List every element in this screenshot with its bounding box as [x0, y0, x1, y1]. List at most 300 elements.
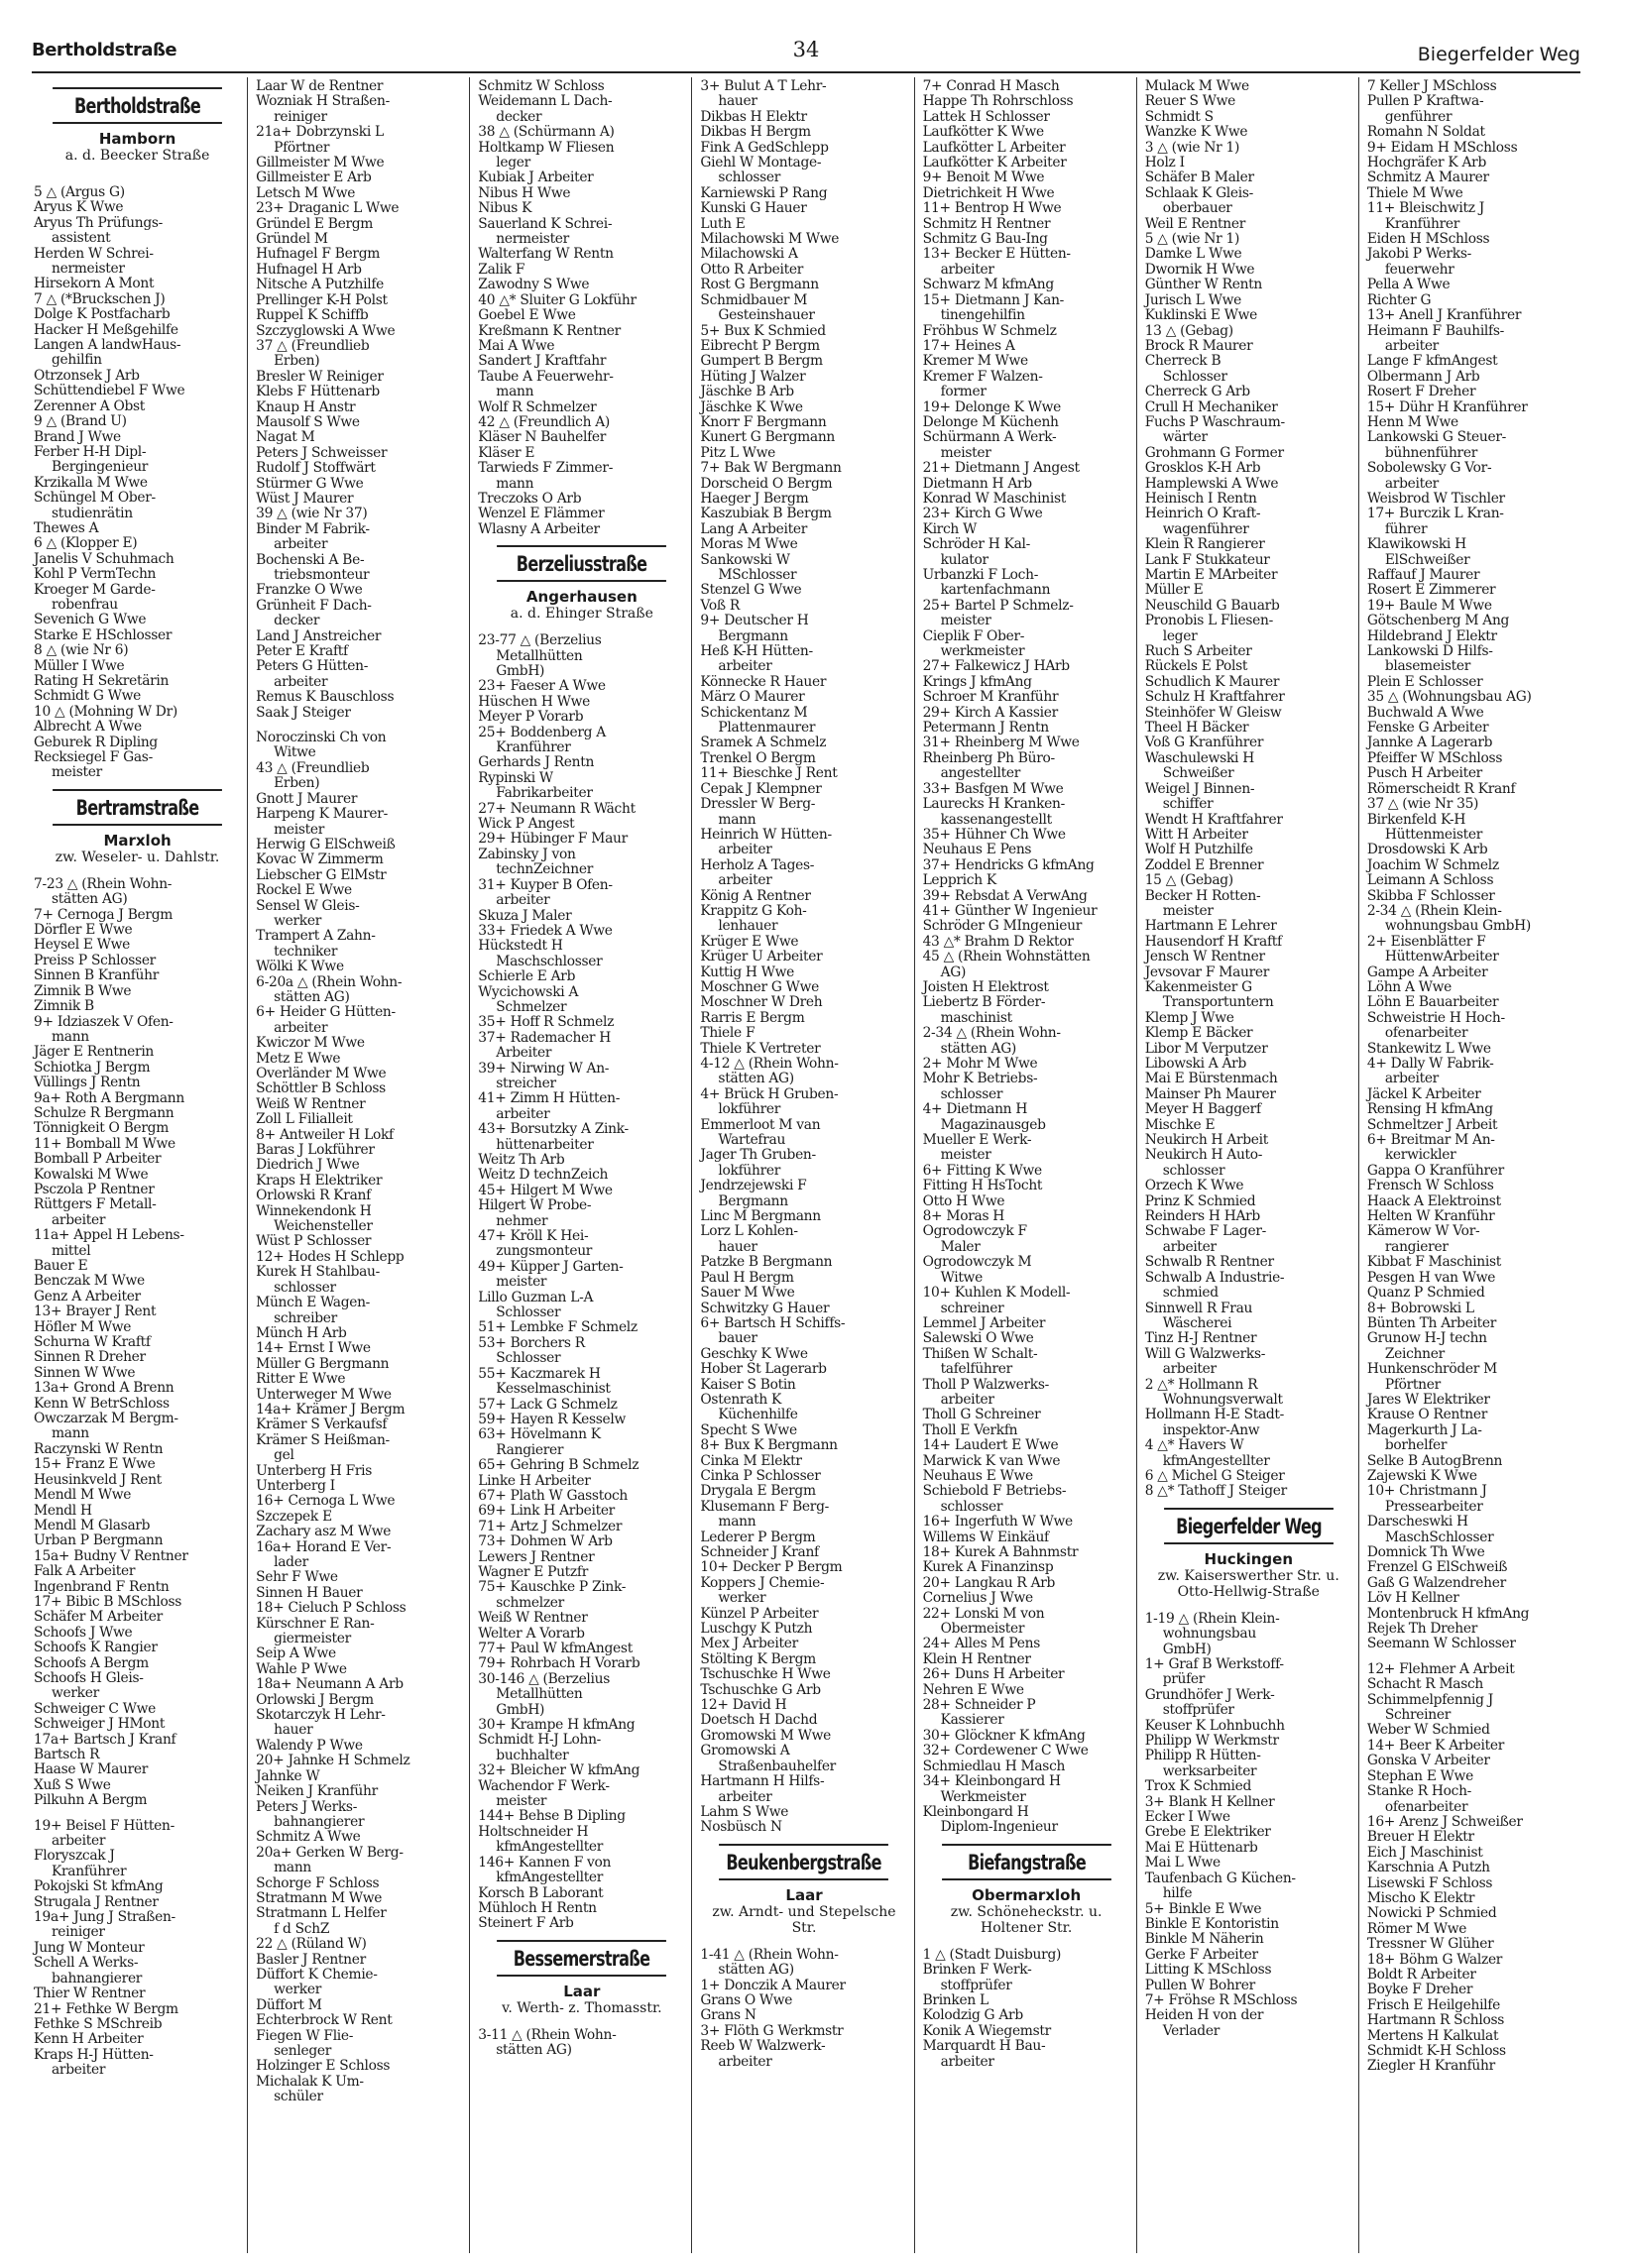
directory-entry: Schmidt K-H Schloss — [1366, 2043, 1506, 2059]
district-name: Angerhausen — [525, 588, 638, 607]
entry-continuation: hauer — [718, 1238, 757, 1255]
directory-entry: Heß K-H Hütten- — [700, 643, 813, 660]
directory-entry: Sinnen H Bauer — [256, 1584, 363, 1601]
directory-entry: Urban P Bergmann — [34, 1532, 164, 1549]
entry-continuation: AG) — [940, 964, 967, 980]
directory-entry: Rensing H kfmAng — [1366, 1101, 1493, 1118]
entry-continuation: decker — [274, 613, 320, 629]
directory-entry: Seemann W Schlosser — [1366, 1636, 1516, 1652]
directory-entry: Gumpert B Bergm — [700, 353, 823, 370]
directory-entry: Schudlich K Maurer — [1144, 673, 1280, 690]
directory-entry: Schlaak K Gleis- — [1144, 184, 1254, 201]
entry-continuation: leger — [1162, 627, 1198, 644]
directory-entry: Moschner G Wwe — [700, 978, 819, 995]
directory-entry: 13+ Becker E Hütten- — [922, 246, 1071, 263]
directory-entry: 41+ Günther W Ingenieur — [922, 902, 1098, 919]
directory-entry: Magerkurth J La- — [1366, 1421, 1482, 1438]
directory-entry: Löhn A Wwe — [1366, 978, 1452, 995]
directory-entry: Krings J kfmAng — [922, 673, 1032, 690]
entry-continuation: werker — [274, 1982, 322, 1998]
directory-entry: 16+ Arenz J Schweißer — [1366, 1813, 1523, 1830]
directory-entry: Leimann A Schloss — [1366, 872, 1494, 889]
directory-entry: Schüttendiebel F Wwe — [34, 383, 185, 399]
directory-entry: Rejek Th Dreher — [1366, 1621, 1478, 1638]
directory-entry: Nowicki P Schmied — [1366, 1905, 1497, 1922]
directory-entry: Dietrichkeit H Wwe — [922, 184, 1055, 201]
entry-continuation: kfmAngestellter — [496, 1839, 604, 1856]
directory-entry: Petermann J Rentn — [922, 720, 1049, 737]
directory-entry: 3 △ (wie Nr 1) — [1144, 139, 1240, 156]
directory-entry: Gründel M — [256, 231, 328, 248]
directory-entry: Sandert J Kraftfahr — [478, 353, 607, 370]
directory-entry: Künzel P Arbeiter — [700, 1605, 819, 1622]
directory-entry: 9+ Deutscher H — [700, 613, 809, 629]
directory-entry: Schröder H Kal- — [922, 536, 1031, 553]
directory-entry: 53+ Borchers R — [478, 1334, 585, 1351]
directory-entry: 3+ Flöth G Werkmstr — [700, 2022, 844, 2039]
entry-continuation: mann — [52, 1425, 89, 1442]
entry-continuation: buchhalter — [496, 1747, 569, 1763]
entry-continuation: stätten AG) — [718, 1071, 794, 1087]
entry-continuation: werksarbeiter — [1162, 1762, 1257, 1779]
entry-continuation: Weichensteller — [274, 1218, 373, 1235]
entry-continuation: reiniger — [52, 1924, 105, 1941]
directory-entry: Reinders H HArb — [1144, 1208, 1260, 1225]
directory-entry: Schmitz G Bau-Ing — [922, 231, 1048, 248]
directory-entry: Rudolf J Stoffwärt — [256, 460, 376, 477]
directory-entry: Peter E Kraftf — [256, 643, 348, 660]
directory-entry: Falk A Arbeiter — [34, 1563, 136, 1580]
directory-entry: 14+ Beer K Arbeiter — [1366, 1737, 1505, 1754]
directory-entry: 27+ Falkewicz J HArb — [922, 658, 1070, 675]
directory-entry: 13+ Anell J Kranführer — [1366, 307, 1522, 324]
column-6 — [1136, 77, 1358, 2253]
directory-entry: Lillo Guzman L-A — [478, 1289, 594, 1305]
directory-entry: 32+ Cordewener C Wwe — [922, 1743, 1089, 1759]
directory-entry: Schell A Werks- — [34, 1955, 139, 1972]
directory-entry: Gampe A Arbeiter — [1366, 964, 1488, 980]
directory-entry: Liebertz B Förder- — [922, 994, 1046, 1011]
directory-entry: Kakenmeister G — [1144, 978, 1252, 995]
directory-entry: 9+ Benoit M Wwe — [922, 170, 1045, 186]
directory-entry: 30-146 △ (Berzelius — [478, 1670, 611, 1687]
directory-entry: Mohr K Betriebs- — [922, 1071, 1038, 1087]
directory-entry: Holtkamp W Fliesen — [478, 139, 615, 156]
entry-continuation: tinengehilfin — [940, 307, 1025, 324]
entry-continuation: kassenangestellt — [940, 811, 1052, 828]
entry-continuation: f d SchZ — [274, 1920, 330, 1937]
directory-entry: 23+ Faeser A Wwe — [478, 678, 606, 695]
directory-entry: Thiele M Wwe — [1366, 184, 1463, 201]
directory-entry: Tönnigkeit O Bergm — [34, 1120, 169, 1137]
directory-entry: Schickentanz M — [700, 704, 808, 721]
entry-continuation: arbeiter — [718, 842, 772, 858]
entry-continuation: Gesteinshauer — [718, 307, 815, 324]
directory-entry: 4+ Dally W Fabrik- — [1366, 1056, 1494, 1072]
directory-entry: Schmidbauer M — [700, 291, 808, 308]
entry-continuation: Zeichner — [1384, 1345, 1445, 1362]
directory-entry: Münch E Wagen- — [256, 1295, 371, 1311]
directory-entry: Weber W Schmied — [1366, 1722, 1490, 1739]
entry-continuation: stätten AG) — [718, 1962, 794, 1979]
directory-entry: 7+ Bak W Bergmann — [700, 460, 842, 477]
directory-entry: 39+ Rebsdat A VerwAng — [922, 887, 1088, 904]
directory-entry: 12+ Hodes H Schlepp — [256, 1248, 405, 1265]
directory-entry: Grans N — [700, 2007, 756, 2024]
entry-continuation: arbeiter — [1162, 1361, 1217, 1378]
directory-entry: 12+ David H — [700, 1697, 787, 1714]
directory-entry: 2-34 △ (Rhein Klein- — [1366, 902, 1502, 919]
street-heading: Berzeliusstraße — [497, 545, 666, 582]
entry-continuation: wohnungsbau — [1162, 1626, 1256, 1643]
directory-entry: 9+ Idziaszek V Ofen- — [34, 1013, 174, 1030]
directory-entry: Hirsekorn A Mont — [34, 276, 155, 292]
directory-entry: Benczak M Wwe — [34, 1273, 145, 1290]
directory-entry: Hollmann H-E Stadt- — [1144, 1407, 1285, 1423]
directory-entry: Günther W Rentn — [1144, 277, 1263, 293]
directory-entry: 33+ Friedek A Wwe — [478, 922, 613, 939]
directory-entry: Wick P Angest — [478, 816, 575, 833]
directory-entry: 7-23 △ (Rhein Wohn- — [34, 875, 173, 892]
directory-entry: Schmitz A Wwe — [256, 1829, 361, 1846]
entry-continuation: Schreiner — [1384, 1707, 1452, 1724]
directory-entry: Voß R — [700, 597, 740, 614]
directory-entry: Sauer M Wwe — [700, 1285, 795, 1302]
directory-entry: Eibrecht P Bergm — [700, 337, 820, 354]
entry-continuation: mann — [496, 384, 534, 400]
directory-entry: Kurek H Stahlbau- — [256, 1264, 380, 1281]
column-1 — [32, 77, 247, 2253]
directory-entry: Klemp E Bäcker — [1144, 1025, 1253, 1042]
directory-entry: 31+ Rheinberg M Wwe — [922, 735, 1080, 751]
directory-entry: Hober St Lagerarb — [700, 1361, 827, 1378]
directory-entry: Noroczinski Ch von — [256, 730, 387, 746]
entry-continuation: meister — [496, 1793, 547, 1810]
entry-continuation: Rangierer — [496, 1441, 564, 1458]
directory-entry: Hunkenschröder M — [1366, 1361, 1497, 1378]
directory-entry: Owczarzak M Bergm- — [34, 1411, 178, 1427]
directory-entry: Sinnwell R Frau — [1144, 1300, 1253, 1316]
directory-entry: Lattek H Schlosser — [922, 108, 1050, 125]
directory-entry: Witt H Arbeiter — [1144, 826, 1248, 843]
directory-entry: Schmitz W Schloss — [478, 78, 605, 94]
directory-entry: Cornelius J Wwe — [922, 1590, 1033, 1607]
directory-entry: Weitz Th Arb — [478, 1152, 565, 1168]
directory-entry: Martin E MArbeiter — [1144, 567, 1278, 583]
directory-entry: 10+ Christmann J — [1366, 1483, 1487, 1500]
directory-entry: Schmidt G Wwe — [34, 688, 141, 705]
directory-entry: 21a+ Dobrzynski L — [256, 124, 384, 141]
directory-entry: Montenbruck H kfmAng — [1366, 1605, 1530, 1622]
entry-continuation: nehmer — [496, 1212, 548, 1229]
entry-continuation: leger — [496, 155, 530, 171]
directory-entry: Kirch W — [922, 520, 977, 537]
entry-continuation: blasemeister — [1384, 658, 1471, 675]
directory-entry: 18+ Kurek A Bahnmstr — [922, 1544, 1079, 1560]
entry-continuation: arbeiter — [274, 1019, 328, 1036]
directory-entry: 15 △ (Gebag) — [1144, 872, 1233, 889]
page-header — [32, 36, 1580, 69]
directory-entry: Wahle P Wwe — [256, 1660, 347, 1677]
directory-entry: Schmitz A Maurer — [1366, 170, 1489, 186]
directory-entry: Unterberg I — [256, 1477, 335, 1494]
directory-entry: Wüst J Maurer — [256, 490, 354, 507]
directory-entry: Moras M Wwe — [700, 536, 798, 553]
directory-entry: 11a+ Appel H Lebens- — [34, 1227, 184, 1244]
directory-entry: Gerhards J Rentn — [478, 754, 595, 771]
directory-entry: Schroer M Kranführ — [922, 689, 1059, 706]
directory-entry: Thiele K Vertreter — [700, 1040, 821, 1057]
directory-entry: Sinnen W Wwe — [34, 1364, 136, 1381]
directory-entry: Klein H Rentner — [922, 1650, 1031, 1667]
directory-entry: Schurna W Kraftf — [34, 1334, 151, 1351]
directory-entry: Joachim W Schmelz — [1366, 856, 1499, 873]
entry-continuation: Pressearbeiter — [1384, 1498, 1483, 1515]
entry-continuation: Schmelzer — [496, 998, 567, 1015]
directory-entry: 23+ Draganic L Wwe — [256, 200, 400, 217]
entry-continuation: HüttenwArbeiter — [1384, 949, 1499, 965]
directory-entry: 6 △ Michel G Steiger — [1144, 1467, 1285, 1484]
entry-continuation: meister — [1162, 902, 1214, 919]
directory-entry: Kovac W Zimmerm — [256, 851, 384, 868]
directory-entry: Cinka M Elektr — [700, 1452, 802, 1469]
directory-entry: Wendt H Kraftfahrer — [1144, 811, 1283, 828]
directory-entry: Richter G — [1366, 291, 1432, 308]
directory-entry: 17+ Burczik L Kran- — [1366, 506, 1504, 522]
directory-entry: Ritter E Wwe — [256, 1371, 346, 1388]
directory-entry: Wagner E Putzfr — [478, 1563, 588, 1580]
directory-entry: Ruch S Arbeiter — [1144, 643, 1252, 660]
column-4 — [691, 77, 913, 2253]
directory-entry: Laufkötter L Arbeiter — [922, 139, 1066, 156]
directory-entry: Schwitzky G Hauer — [700, 1300, 830, 1316]
directory-entry: Kaiser S Botin — [700, 1376, 796, 1393]
directory-entry: Tschuschke G Arb — [700, 1681, 821, 1698]
directory-entry: 21+ Fethke W Bergm — [34, 2000, 178, 2017]
entry-continuation: prüfer — [1162, 1671, 1206, 1688]
directory-entry: Ziegler H Kranführ — [1366, 2058, 1495, 2075]
directory-entry: Schmeltzer J Arbeit — [1366, 1116, 1498, 1133]
directory-entry: Pullen P Kraftwa- — [1366, 93, 1484, 110]
directory-entry: Raffauf J Maurer — [1366, 567, 1480, 583]
directory-entry: Weigel J Binnen- — [1144, 780, 1255, 797]
street-range: zw. Arndt- und Stepelsche Str. — [712, 1903, 896, 1936]
entry-continuation: meister — [940, 613, 991, 629]
entry-continuation: arbeiter — [274, 673, 328, 690]
directory-entry: 1-19 △ (Rhein Klein- — [1144, 1610, 1280, 1627]
directory-entry: Litting K MSchloss — [1144, 1962, 1272, 1979]
directory-entry: Metz E Wwe — [256, 1050, 341, 1067]
entry-continuation: rangierer — [1384, 1238, 1449, 1255]
directory-entry: Stratmann M Wwe — [256, 1889, 383, 1906]
directory-entry: Brinken F Werk- — [922, 1962, 1032, 1979]
directory-entry: Schwalb R Rentner — [1144, 1254, 1274, 1271]
directory-entry: 16a+ Horand E Ver- — [256, 1538, 392, 1555]
directory-entry: Rüttgers F Metall- — [34, 1196, 157, 1213]
directory-entry: Orlowski J Bergm — [256, 1691, 374, 1708]
directory-entry: 14+ Ernst I Wwe — [256, 1340, 371, 1357]
directory-entry: Crull H Mechaniker — [1144, 398, 1278, 415]
directory-entry: Schacht R Masch — [1366, 1676, 1483, 1693]
directory-entry: Mendl M Wwe — [34, 1487, 132, 1504]
directory-entry: Fröhbus W Schmelz — [922, 322, 1057, 339]
directory-entry: 22 △ (Rüland W) — [256, 1936, 367, 1953]
directory-entry: 69+ Link H Arbeiter — [478, 1503, 615, 1520]
directory-entry: Hacker H Meßgehilfe — [34, 321, 178, 338]
directory-entry: Echterbrock W Rent — [256, 2012, 393, 2029]
directory-entry: Schmidt S — [1144, 108, 1214, 125]
entry-continuation: wärter — [1162, 429, 1208, 446]
directory-entry: Reuer S Wwe — [1144, 93, 1235, 110]
entry-continuation: Verlader — [1162, 2022, 1220, 2039]
directory-entry: 32+ Bleicher W kfmAng — [478, 1762, 640, 1779]
directory-entry: Boldt R Arbeiter — [1366, 1966, 1476, 1983]
directory-entry: Weil E Rentner — [1144, 215, 1246, 232]
directory-entry: 29+ Hübinger F Maur — [478, 831, 628, 848]
entry-continuation: Kassierer — [940, 1712, 1004, 1729]
directory-entry: Kremer F Walzen- — [922, 368, 1043, 385]
directory-entry: 6+ Breitmar M An- — [1366, 1132, 1495, 1149]
entry-continuation: maschinist — [940, 1009, 1012, 1026]
directory-entry: Mendl H — [34, 1502, 92, 1519]
entry-continuation: arbeiter — [718, 658, 772, 675]
directory-entry: Mai L Wwe — [1144, 1855, 1221, 1871]
directory-entry: 25+ Bartel P Schmelz- — [922, 597, 1074, 614]
directory-entry: 8 △* Tathoff J Steiger — [1144, 1483, 1287, 1500]
directory-entry: Darscheswki H — [1366, 1514, 1468, 1531]
directory-entry: 75+ Kauschke P Zink- — [478, 1579, 627, 1596]
directory-entry: Tarwieds F Zimmer- — [478, 460, 614, 477]
directory-entry: Land J Anstreicher — [256, 627, 382, 644]
entry-continuation: MSchlosser — [718, 567, 797, 583]
directory-entry: Bresler W Reiniger — [256, 368, 384, 385]
entry-continuation: kfmAngestellter — [496, 1870, 604, 1886]
page-number: 34 — [792, 38, 820, 61]
directory-entry: Hufnagel H Arb — [256, 261, 362, 278]
directory-entry: Pfeiffer W MSchloss — [1366, 749, 1503, 766]
directory-entry: Kleinbongard H — [922, 1803, 1029, 1820]
directory-entry: Jung W Monteur — [34, 1939, 145, 1956]
directory-entry: 59+ Hayen R Kesselw — [478, 1411, 626, 1427]
entry-continuation: Bergmann — [718, 627, 788, 644]
entry-continuation: Arbeiter — [496, 1045, 552, 1062]
directory-entry: 79+ Rohrbach H Vorarb — [478, 1655, 640, 1672]
entry-continuation: techniker — [274, 943, 338, 960]
directory-entry: Lankowski D Hilfs- — [1366, 643, 1493, 660]
directory-entry: Kenn W BetrSchloss — [34, 1395, 170, 1412]
directory-entry: Unterberg H Fris — [256, 1462, 373, 1479]
directory-entry: Krüger U Arbeiter — [700, 949, 823, 965]
entry-continuation: arbeiter — [52, 1211, 106, 1228]
directory-entry: 146+ Kannen F von — [478, 1854, 612, 1871]
directory-entry: Jendrzejewski F — [700, 1178, 807, 1194]
entry-continuation: arbeiter — [718, 1788, 772, 1805]
directory-entry: Willems W Einkäuf — [922, 1529, 1049, 1545]
directory-entry: Salewski O Wwe — [922, 1330, 1034, 1347]
directory-entry: Breuer H Elektr — [1366, 1829, 1474, 1846]
directory-entry: Gillmeister M Wwe — [256, 155, 385, 171]
directory-entry: Gappa O Kranführer — [1366, 1162, 1504, 1179]
entry-continuation: arbeiter — [940, 261, 994, 278]
directory-entry: Neuhaus E Pens — [922, 842, 1032, 858]
directory-entry: 11+ Bomball M Wwe — [34, 1135, 175, 1152]
directory-entry: Laufkötter K Arbeiter — [922, 155, 1067, 171]
street-range: zw. Kaiserswerther Str. u. Otto-Hellwig-Straße — [1157, 1567, 1339, 1600]
directory-entry: 30+ Krampe H kfmAng — [478, 1717, 636, 1734]
directory-entry: Steinert F Arb — [478, 1915, 574, 1932]
directory-entry: Raczynski W Rentn — [34, 1440, 164, 1457]
directory-entry: Krzikalla M Wwe — [34, 474, 148, 491]
directory-entry: Konrad W Maschinist — [922, 490, 1066, 507]
entry-continuation: lokführer — [718, 1162, 781, 1179]
directory-entry: Bomball P Arbeiter — [34, 1151, 162, 1168]
entry-continuation: angestellter — [940, 765, 1020, 782]
directory-entry: Taube A Feuerwehr- — [478, 368, 614, 385]
directory-entry: Koppers J Chemie- — [700, 1574, 825, 1591]
entry-continuation: Wäscherei — [1162, 1314, 1232, 1331]
entry-continuation: schlosser — [940, 1498, 1003, 1515]
directory-entry: Heiden H von der — [1144, 2007, 1264, 2024]
directory-entry: Haack A Elektroinst — [1366, 1192, 1501, 1209]
directory-entry: Dörfler E Wwe — [34, 922, 133, 939]
directory-entry: Helten W Kranführ — [1366, 1208, 1495, 1225]
directory-entry: Klebs F Hüttenarb — [256, 384, 380, 400]
directory-entry: Kläser E — [478, 444, 535, 461]
directory-entry: Becker H Rotten- — [1144, 887, 1261, 904]
directory-entry: Schiotka J Bergm — [34, 1059, 151, 1076]
directory-entry: Mai E Bürstenmach — [1144, 1071, 1278, 1087]
directory-entry: 10+ Kuhlen K Modell- — [922, 1285, 1071, 1302]
directory-entry: Buchwald A Wwe — [1366, 704, 1484, 721]
entry-continuation: mann — [274, 1860, 312, 1876]
street-heading: Bertholdstraße — [53, 87, 222, 124]
directory-entry: 35+ Hühner Ch Wwe — [922, 826, 1066, 843]
directory-entry: 18+ Cieluch P Schloss — [256, 1600, 407, 1617]
directory-entry: Aryus Th Prüfungs- — [34, 214, 163, 231]
directory-entry: Peters G Hütten- — [256, 658, 369, 675]
directory-entry: Letsch M Wwe — [256, 184, 356, 201]
directory-entry: Grünheit F Dach- — [256, 597, 372, 614]
directory-entry: 10+ Decker P Bergm — [700, 1559, 843, 1576]
directory-entry: Kremer M Wwe — [922, 353, 1028, 370]
directory-entry: Schöttler B Schloss — [256, 1080, 386, 1097]
directory-entry: Schäfer M Arbeiter — [34, 1609, 163, 1626]
directory-entry: Plein E Schlosser — [1366, 673, 1483, 690]
running-head-left: Bertholdstraße — [32, 40, 177, 60]
directory-entry: Schwabe F Lager- — [1144, 1223, 1266, 1240]
entry-continuation: meister — [52, 764, 102, 781]
directory-entry: Wüst P Schlosser — [256, 1233, 372, 1250]
entry-continuation: arbeiter — [1162, 1238, 1217, 1255]
directory-entry: 41+ Zimm H Hütten- — [478, 1090, 621, 1107]
directory-entry: 4+ Dietmann H — [922, 1101, 1028, 1118]
directory-entry: Herden W Schrei- — [34, 245, 154, 262]
directory-entry: Gromowski A — [700, 1743, 790, 1759]
directory-entry: Lepprich K — [922, 872, 996, 889]
directory-entry: Happe Th Rohrschloss — [922, 93, 1074, 110]
directory-entry: Wanzke K Wwe — [1144, 124, 1248, 141]
entry-continuation: Witwe — [940, 1269, 983, 1286]
entry-continuation: nermeister — [496, 231, 569, 248]
entry-continuation: Bergmann — [718, 1192, 788, 1209]
entry-continuation: werkmeister — [940, 643, 1025, 660]
entry-continuation: Kranführer — [1384, 215, 1460, 232]
directory-entry: Lorz L Kohlen- — [700, 1223, 798, 1240]
directory-entry: Recksiegel F Gas- — [34, 749, 153, 766]
directory-entry: 14a+ Krämer J Bergm — [256, 1401, 406, 1418]
directory-entry: Pullen W Bohrer — [1144, 1977, 1255, 1993]
entry-continuation: wohnungsbau GmbH) — [1384, 918, 1531, 935]
